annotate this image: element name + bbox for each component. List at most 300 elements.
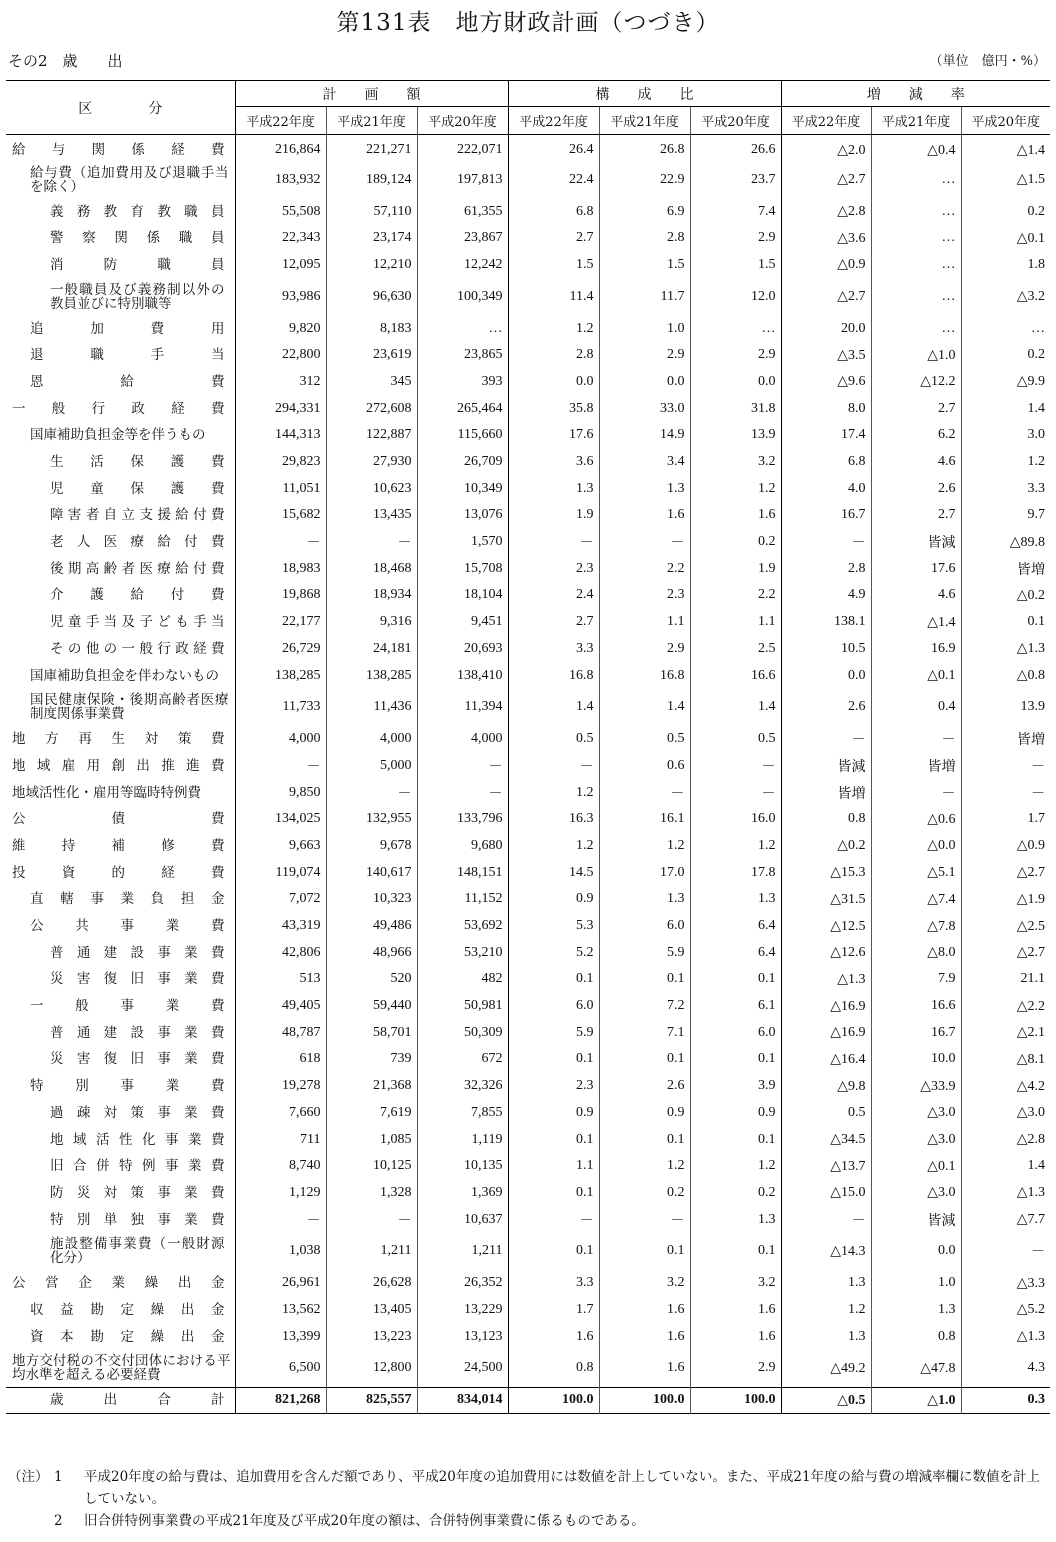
- value-cell: 13.9: [690, 422, 781, 449]
- value-cell: 2.6: [599, 1073, 690, 1100]
- value-cell: 10,637: [417, 1206, 508, 1233]
- footnote-1: [8, 1466, 1048, 1510]
- value-cell: 1.2: [690, 833, 781, 860]
- value-cell: △1.4: [961, 135, 1050, 162]
- value-cell: 27,930: [326, 449, 417, 476]
- value-cell: 1.6: [690, 1297, 781, 1324]
- value-cell: △2.7: [961, 859, 1050, 886]
- value-cell: 3.6: [508, 449, 599, 476]
- value-cell: 16.9: [871, 636, 961, 663]
- value-cell: …: [871, 278, 961, 315]
- year-header: 平成20年度: [961, 107, 1050, 135]
- value-cell: 7.1: [599, 1019, 690, 1046]
- value-cell: …: [871, 225, 961, 252]
- value-cell: △0.0: [871, 833, 961, 860]
- value-cell: 35.8: [508, 395, 599, 422]
- value-cell: 0.9: [690, 1100, 781, 1127]
- group-header-ratio: 構 成 比: [508, 81, 781, 107]
- value-cell: 1.6: [599, 502, 690, 529]
- value-cell: △3.0: [871, 1180, 961, 1207]
- year-header: 平成21年度: [599, 107, 690, 135]
- value-cell: 312: [235, 369, 326, 396]
- value-cell: 11.7: [599, 278, 690, 315]
- value-cell: △12.2: [871, 369, 961, 396]
- value-cell: 16.6: [690, 662, 781, 689]
- value-cell: 0.0: [690, 369, 781, 396]
- table-row: [6, 1297, 1050, 1324]
- value-cell: 23.7: [690, 161, 781, 198]
- value-cell: 16.3: [508, 806, 599, 833]
- value-cell: 0.2: [690, 1180, 781, 1207]
- value-cell: 11,436: [326, 689, 417, 726]
- value-cell: 13,123: [417, 1323, 508, 1350]
- value-cell: 11,152: [417, 886, 508, 913]
- value-cell: 2.7: [871, 502, 961, 529]
- value-cell: △2.5: [961, 913, 1050, 940]
- table-row: [6, 161, 1050, 198]
- value-cell: 2.2: [599, 555, 690, 582]
- value-cell: 134,025: [235, 806, 326, 833]
- value-cell: 10,323: [326, 886, 417, 913]
- value-cell: 100,349: [417, 278, 508, 315]
- value-cell: △1.3: [961, 1180, 1050, 1207]
- value-cell: 49,486: [326, 913, 417, 940]
- value-cell: 17.8: [690, 859, 781, 886]
- value-cell: －: [781, 1206, 871, 1233]
- value-cell: 13,562: [235, 1297, 326, 1324]
- value-cell: 26.8: [599, 135, 690, 162]
- value-cell: 12,242: [417, 252, 508, 279]
- value-cell: 1.1: [690, 609, 781, 636]
- value-cell: 0.4: [871, 689, 961, 726]
- value-cell: 10.5: [781, 636, 871, 663]
- table-row: [6, 609, 1050, 636]
- value-cell: 825,557: [326, 1387, 417, 1414]
- row-label: 公債費: [12, 811, 225, 828]
- row-label: 義務教育教職員: [50, 203, 225, 220]
- value-cell: …: [871, 315, 961, 342]
- value-cell: 18,104: [417, 582, 508, 609]
- value-cell: 9,663: [235, 833, 326, 860]
- table-row: [6, 1126, 1050, 1153]
- value-cell: △0.5: [781, 1387, 871, 1414]
- table-row: [6, 1350, 1050, 1387]
- table-row: [6, 859, 1050, 886]
- value-cell: 13,229: [417, 1297, 508, 1324]
- value-cell: 1,211: [417, 1233, 508, 1270]
- value-cell: 393: [417, 369, 508, 396]
- value-cell: 1.7: [961, 806, 1050, 833]
- row-label: 老人医療給付費: [50, 534, 225, 551]
- value-cell: 29,823: [235, 449, 326, 476]
- value-cell: 0.1: [599, 1233, 690, 1270]
- value-cell: 345: [326, 369, 417, 396]
- value-cell: 6.2: [871, 422, 961, 449]
- table-row: [6, 726, 1050, 753]
- table-subtitle: その2 歳 出: [8, 52, 123, 70]
- value-cell: 皆増: [961, 555, 1050, 582]
- category-header: 区 分: [6, 81, 235, 135]
- value-cell: △8.0: [871, 939, 961, 966]
- value-cell: 3.4: [599, 449, 690, 476]
- value-cell: △0.8: [961, 662, 1050, 689]
- value-cell: 4,000: [326, 726, 417, 753]
- value-cell: 1.6: [599, 1297, 690, 1324]
- value-cell: △31.5: [781, 886, 871, 913]
- value-cell: 100.0: [599, 1387, 690, 1414]
- value-cell: 1.5: [599, 252, 690, 279]
- row-label: 追加費用: [30, 320, 225, 337]
- row-label: 普通建設事業費: [50, 1024, 225, 1041]
- value-cell: 3.2: [690, 449, 781, 476]
- value-cell: 2.5: [690, 636, 781, 663]
- table-row: [6, 939, 1050, 966]
- value-cell: 13,405: [326, 1297, 417, 1324]
- value-cell: 22.4: [508, 161, 599, 198]
- value-cell: 1.3: [781, 1270, 871, 1297]
- table-title: 第131表 地方財政計画（つづき）: [336, 10, 720, 36]
- value-cell: △0.2: [781, 833, 871, 860]
- value-cell: 6.4: [690, 939, 781, 966]
- row-label: 公共事業費: [30, 918, 225, 935]
- value-cell: 6.0: [599, 913, 690, 940]
- value-cell: 1,119: [417, 1126, 508, 1153]
- value-cell: 216,864: [235, 135, 326, 162]
- row-label: 児童保護費: [50, 480, 225, 497]
- value-cell: △1.3: [961, 636, 1050, 663]
- value-cell: 0.1: [508, 1126, 599, 1153]
- row-label: 一般事業費: [30, 998, 225, 1015]
- row-label: 施設整備事業費（一般財源化分）: [50, 1236, 225, 1267]
- value-cell: 1,570: [417, 529, 508, 556]
- value-cell: △33.9: [871, 1073, 961, 1100]
- value-cell: …: [871, 198, 961, 225]
- value-cell: 13,435: [326, 502, 417, 529]
- row-label: 投資的経費: [12, 864, 225, 881]
- value-cell: 12,800: [326, 1350, 417, 1387]
- value-cell: 140,617: [326, 859, 417, 886]
- row-label: 地方再生対策費: [12, 731, 225, 748]
- footnote-text: 旧合併特例事業費の平成21年度及び平成20年度の額は、合併特例事業費に係るものである。: [84, 1513, 645, 1529]
- table-row: [6, 225, 1050, 252]
- value-cell: 1.2: [599, 1153, 690, 1180]
- value-cell: 11,051: [235, 475, 326, 502]
- row-label: 恩給費: [30, 373, 225, 390]
- row-label: 歳出合計: [6, 1387, 235, 1414]
- value-cell: 0.3: [961, 1387, 1050, 1414]
- value-cell: △2.0: [781, 135, 871, 162]
- value-cell: 50,981: [417, 993, 508, 1020]
- value-cell: 14.9: [599, 422, 690, 449]
- value-cell: △0.2: [961, 582, 1050, 609]
- value-cell: 6.0: [508, 993, 599, 1020]
- value-cell: 55,508: [235, 198, 326, 225]
- table-row: [6, 135, 1050, 162]
- value-cell: △9.8: [781, 1073, 871, 1100]
- value-cell: △0.9: [961, 833, 1050, 860]
- value-cell: △9.6: [781, 369, 871, 396]
- row-label: 国庫補助負担金等を伴うもの: [30, 427, 206, 444]
- value-cell: 1.4: [961, 395, 1050, 422]
- value-cell: 23,865: [417, 342, 508, 369]
- value-cell: －: [690, 753, 781, 780]
- value-cell: △1.9: [961, 886, 1050, 913]
- value-cell: 0.9: [599, 1100, 690, 1127]
- value-cell: 26.6: [690, 135, 781, 162]
- value-cell: 1,129: [235, 1180, 326, 1207]
- value-cell: 9,451: [417, 609, 508, 636]
- value-cell: 10,135: [417, 1153, 508, 1180]
- row-label: 普通建設事業費: [50, 944, 225, 961]
- value-cell: 16.7: [781, 502, 871, 529]
- footnote-2: [8, 1510, 1048, 1532]
- value-cell: －: [417, 779, 508, 806]
- value-cell: …: [690, 315, 781, 342]
- table-row: [6, 315, 1050, 342]
- value-cell: 26,961: [235, 1270, 326, 1297]
- value-cell: △3.2: [961, 278, 1050, 315]
- table-row: [6, 636, 1050, 663]
- value-cell: 1.5: [690, 252, 781, 279]
- value-cell: 皆増: [781, 779, 871, 806]
- value-cell: 1.2: [508, 315, 599, 342]
- value-cell: △2.2: [961, 993, 1050, 1020]
- value-cell: 13,399: [235, 1323, 326, 1350]
- value-cell: 1.6: [599, 1350, 690, 1387]
- value-cell: 皆増: [961, 726, 1050, 753]
- table-row: [6, 1073, 1050, 1100]
- value-cell: 618: [235, 1046, 326, 1073]
- value-cell: －: [326, 779, 417, 806]
- row-label: 地域雇用創出推進費: [12, 757, 225, 774]
- value-cell: 138,410: [417, 662, 508, 689]
- value-cell: 1.6: [599, 1323, 690, 1350]
- year-header: 平成20年度: [690, 107, 781, 135]
- value-cell: 821,268: [235, 1387, 326, 1414]
- value-cell: 0.1: [599, 1126, 690, 1153]
- year-header: 平成22年度: [508, 107, 599, 135]
- table-row: [6, 1323, 1050, 1350]
- value-cell: 1.3: [599, 475, 690, 502]
- value-cell: 26,729: [235, 636, 326, 663]
- value-cell: 0.0: [871, 1233, 961, 1270]
- group-header-change: 増 減 率: [781, 81, 1050, 107]
- value-cell: 18,468: [326, 555, 417, 582]
- table-row: [6, 1206, 1050, 1233]
- value-cell: 6.4: [690, 913, 781, 940]
- value-cell: 1.8: [961, 252, 1050, 279]
- value-cell: 0.1: [599, 966, 690, 993]
- value-cell: 513: [235, 966, 326, 993]
- value-cell: 15,708: [417, 555, 508, 582]
- footnote-text: 平成20年度の給与費は、追加費用を含んだ額であり、平成20年度の追加費用には数値を計上していない。また、平成21年度の給与費の増減率欄に数値を計上していない。: [84, 1469, 1041, 1507]
- value-cell: △2.1: [961, 1019, 1050, 1046]
- value-cell: 13.9: [961, 689, 1050, 726]
- value-cell: 0.1: [508, 1180, 599, 1207]
- row-label: 消防職員: [50, 256, 225, 273]
- value-cell: 100.0: [508, 1387, 599, 1414]
- value-cell: △16.9: [781, 1019, 871, 1046]
- value-cell: 9.7: [961, 502, 1050, 529]
- value-cell: △16.9: [781, 993, 871, 1020]
- value-cell: 2.9: [690, 1350, 781, 1387]
- value-cell: 17.0: [599, 859, 690, 886]
- value-cell: 197,813: [417, 161, 508, 198]
- row-label: 公営企業繰出金: [12, 1275, 225, 1292]
- value-cell: …: [871, 252, 961, 279]
- value-cell: －: [508, 753, 599, 780]
- table-row: [6, 252, 1050, 279]
- value-cell: 1,085: [326, 1126, 417, 1153]
- year-header: 平成22年度: [781, 107, 871, 135]
- unit-label: （単位 億円・%）: [929, 54, 1046, 69]
- table-row: [6, 833, 1050, 860]
- value-cell: △7.8: [871, 913, 961, 940]
- value-cell: 6.1: [690, 993, 781, 1020]
- value-cell: －: [871, 726, 961, 753]
- value-cell: 0.2: [599, 1180, 690, 1207]
- value-cell: 8,740: [235, 1153, 326, 1180]
- value-cell: 58,701: [326, 1019, 417, 1046]
- value-cell: －: [690, 779, 781, 806]
- value-cell: 133,796: [417, 806, 508, 833]
- value-cell: 3.9: [690, 1073, 781, 1100]
- value-cell: 16.7: [871, 1019, 961, 1046]
- value-cell: 294,331: [235, 395, 326, 422]
- value-cell: 2.8: [508, 342, 599, 369]
- value-cell: 13,076: [417, 502, 508, 529]
- value-cell: 4,000: [235, 726, 326, 753]
- value-cell: △2.7: [781, 161, 871, 198]
- value-cell: －: [326, 529, 417, 556]
- value-cell: △34.5: [781, 1126, 871, 1153]
- table-row: [6, 582, 1050, 609]
- table-row: [6, 753, 1050, 780]
- value-cell: △3.6: [781, 225, 871, 252]
- table-row: [6, 529, 1050, 556]
- value-cell: 0.8: [781, 806, 871, 833]
- value-cell: 3.3: [508, 636, 599, 663]
- value-cell: 0.8: [508, 1350, 599, 1387]
- value-cell: 4.0: [781, 475, 871, 502]
- value-cell: …: [961, 315, 1050, 342]
- row-label: 給与関係経費: [12, 142, 225, 159]
- value-cell: 93,986: [235, 278, 326, 315]
- value-cell: 48,966: [326, 939, 417, 966]
- value-cell: 1.6: [508, 1323, 599, 1350]
- value-cell: －: [599, 1206, 690, 1233]
- value-cell: －: [235, 1206, 326, 1233]
- value-cell: 9,680: [417, 833, 508, 860]
- value-cell: 2.3: [599, 582, 690, 609]
- value-cell: －: [235, 753, 326, 780]
- row-label: 国庫補助負担金を伴わないもの: [30, 667, 219, 684]
- value-cell: －: [961, 1233, 1050, 1270]
- group-header-plan: 計 画 額: [235, 81, 508, 107]
- value-cell: 3.2: [690, 1270, 781, 1297]
- value-cell: 4.6: [871, 582, 961, 609]
- value-cell: －: [599, 529, 690, 556]
- value-cell: 3.0: [961, 422, 1050, 449]
- value-cell: 1.5: [508, 252, 599, 279]
- value-cell: 2.8: [781, 555, 871, 582]
- value-cell: 2.6: [871, 475, 961, 502]
- value-cell: 49,405: [235, 993, 326, 1020]
- value-cell: 皆減: [781, 753, 871, 780]
- value-cell: △89.8: [961, 529, 1050, 556]
- value-cell: 17.6: [871, 555, 961, 582]
- value-cell: 1,369: [417, 1180, 508, 1207]
- row-label: 後期高齢者医療給付費: [50, 560, 225, 577]
- value-cell: 0.2: [961, 342, 1050, 369]
- table-row: [6, 475, 1050, 502]
- value-cell: 12,095: [235, 252, 326, 279]
- value-cell: 2.7: [508, 609, 599, 636]
- row-label: 災害復旧事業費: [50, 1051, 225, 1068]
- value-cell: 10,623: [326, 475, 417, 502]
- table-row: [6, 806, 1050, 833]
- value-cell: 1.7: [508, 1297, 599, 1324]
- value-cell: △1.4: [871, 609, 961, 636]
- value-cell: 2.9: [599, 342, 690, 369]
- value-cell: 739: [326, 1046, 417, 1073]
- value-cell: －: [508, 1206, 599, 1233]
- table-row: [6, 1100, 1050, 1127]
- value-cell: △3.0: [961, 1100, 1050, 1127]
- table-row: [6, 422, 1050, 449]
- value-cell: 7,855: [417, 1100, 508, 1127]
- value-cell: 0.5: [690, 726, 781, 753]
- value-cell: 24,181: [326, 636, 417, 663]
- table-row: [6, 993, 1050, 1020]
- value-cell: △14.3: [781, 1233, 871, 1270]
- value-cell: 5.3: [508, 913, 599, 940]
- table-row: [6, 1153, 1050, 1180]
- table-row: [6, 886, 1050, 913]
- value-cell: 0.2: [690, 529, 781, 556]
- value-cell: 1.2: [781, 1297, 871, 1324]
- value-cell: 122,887: [326, 422, 417, 449]
- value-cell: 26,709: [417, 449, 508, 476]
- value-cell: 1.0: [871, 1270, 961, 1297]
- row-label: 地域活性化・雇用等臨時特例費: [12, 784, 201, 801]
- value-cell: 96,630: [326, 278, 417, 315]
- expenditure-table: [6, 80, 1050, 1414]
- value-cell: 1.3: [599, 886, 690, 913]
- value-cell: －: [871, 779, 961, 806]
- year-header: 平成22年度: [235, 107, 326, 135]
- value-cell: 17.6: [508, 422, 599, 449]
- value-cell: 1.3: [690, 1206, 781, 1233]
- value-cell: 14.5: [508, 859, 599, 886]
- value-cell: 6.8: [508, 198, 599, 225]
- row-label: 給与費（追加費用及び退職手当を除く）: [30, 164, 229, 195]
- value-cell: △0.1: [871, 1153, 961, 1180]
- value-cell: 1.2: [599, 833, 690, 860]
- value-cell: 2.4: [508, 582, 599, 609]
- value-cell: 皆減: [871, 1206, 961, 1233]
- value-cell: 15,682: [235, 502, 326, 529]
- value-cell: △2.7: [781, 278, 871, 315]
- value-cell: 1.4: [690, 689, 781, 726]
- value-cell: 皆増: [871, 753, 961, 780]
- value-cell: 0.0: [508, 369, 599, 396]
- row-label: 維持補修費: [12, 837, 225, 854]
- year-header: 平成21年度: [326, 107, 417, 135]
- value-cell: 834,014: [417, 1387, 508, 1414]
- value-cell: 1,328: [326, 1180, 417, 1207]
- row-label: 収益勘定繰出金: [30, 1301, 225, 1318]
